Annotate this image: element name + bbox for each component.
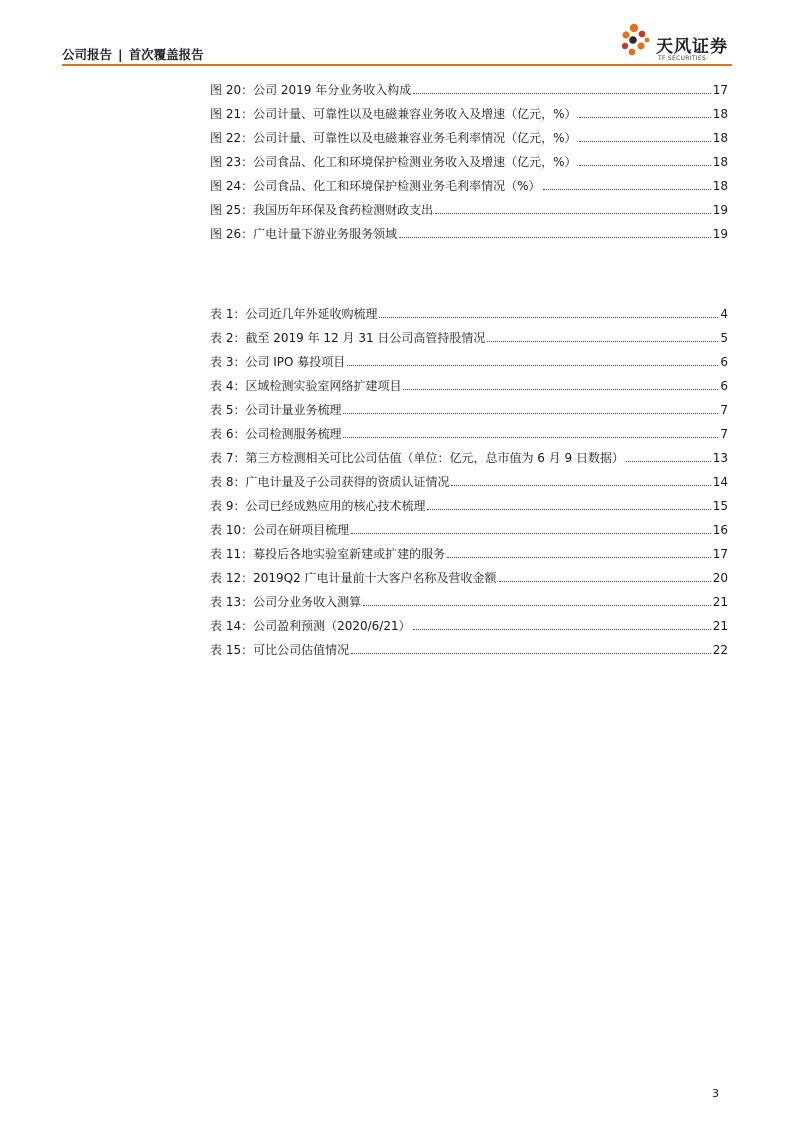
figure-entry-title: 图 20：公司 2019 年分业务收入构成 bbox=[210, 83, 412, 97]
table-entry-page: 6 bbox=[720, 379, 728, 393]
figure-entry-title: 图 26：广电计量下游业务服务领域 bbox=[210, 227, 398, 241]
dot-leader bbox=[399, 237, 711, 238]
table-entry-title: 表 8：广电计量及子公司获得的资质认证情况 bbox=[210, 475, 450, 489]
table-entry-page: 20 bbox=[712, 571, 728, 585]
header-separator: | bbox=[118, 47, 123, 62]
table-entry[interactable] bbox=[210, 514, 728, 538]
table-entry-page: 13 bbox=[712, 451, 728, 465]
dot-leader bbox=[351, 653, 711, 654]
figure-entry-title: 图 24：公司食品、化工和环境保护检测业务毛利率情况（%） bbox=[210, 179, 541, 193]
table-entry-title: 表 5：公司计量业务梳理 bbox=[210, 403, 342, 417]
figure-entry[interactable] bbox=[210, 98, 728, 122]
dot-leader bbox=[579, 165, 711, 166]
figure-entry-page: 18 bbox=[712, 107, 728, 121]
table-entry[interactable] bbox=[210, 562, 728, 586]
dot-leader bbox=[413, 629, 711, 630]
table-entry-title: 表 2：截至 2019 年 12 月 31 日公司高管持股情况 bbox=[210, 331, 486, 345]
figure-entry[interactable] bbox=[210, 194, 728, 218]
tf-securities-logo bbox=[620, 20, 732, 60]
table-entry-title: 表 14：公司盈利预测（2020/6/21） bbox=[210, 619, 411, 633]
figure-entry-title: 图 21：公司计量、可靠性以及电磁兼容业务收入及增速（亿元，%） bbox=[210, 107, 577, 121]
figure-entry-title: 图 23：公司食品、化工和环境保护检测业务收入及增速（亿元，%） bbox=[210, 155, 577, 169]
logo-text-cn: 天风证券 bbox=[656, 37, 728, 57]
dot-leader bbox=[347, 365, 718, 366]
table-entry-title: 表 6：公司检测服务梳理 bbox=[210, 427, 342, 441]
dot-leader bbox=[435, 213, 711, 214]
table-entry[interactable] bbox=[210, 322, 728, 346]
table-entry-page: 21 bbox=[712, 619, 728, 633]
figure-entry[interactable] bbox=[210, 146, 728, 170]
dot-leader bbox=[343, 437, 718, 438]
figure-entry-page: 18 bbox=[712, 179, 728, 193]
table-entry-title: 表 7：第三方检测相关可比公司估值（单位：亿元，总市值为 6 月 9 日数据） bbox=[210, 451, 624, 465]
dot-leader bbox=[363, 605, 711, 606]
figure-entry[interactable] bbox=[210, 218, 728, 242]
tf-flower-logo-icon bbox=[620, 20, 656, 60]
table-entry-page: 16 bbox=[712, 523, 728, 537]
dot-leader bbox=[579, 141, 711, 142]
report-subtype: 首次覆盖报告 bbox=[128, 47, 204, 62]
page-number: 3 bbox=[712, 1087, 719, 1100]
dot-leader bbox=[343, 413, 718, 414]
table-entry[interactable] bbox=[210, 610, 728, 634]
dot-leader bbox=[427, 509, 710, 510]
dot-leader bbox=[451, 485, 710, 486]
table-entry-title: 表 12：2019Q2 广电计量前十大客户名称及营收金额 bbox=[210, 571, 497, 585]
figure-entry-page: 19 bbox=[712, 203, 728, 217]
dot-leader bbox=[579, 117, 711, 118]
figure-entry-title: 图 25：我国历年环保及食药检测财政支出 bbox=[210, 203, 434, 217]
table-entry[interactable] bbox=[210, 634, 728, 658]
table-entry-page: 14 bbox=[712, 475, 728, 489]
figure-entry-page: 17 bbox=[712, 83, 728, 97]
table-entry-title: 表 9：公司已经成熟应用的核心技术梳理 bbox=[210, 499, 426, 513]
table-entry-title: 表 10：公司在研项目梳理 bbox=[210, 523, 350, 537]
dot-leader bbox=[351, 533, 711, 534]
table-entry-page: 7 bbox=[720, 403, 728, 417]
table-entry-title: 表 1：公司近几年外延收购梳理 bbox=[210, 307, 378, 321]
figure-list bbox=[210, 74, 728, 242]
table-entry-title: 表 15：可比公司估值情况 bbox=[210, 643, 350, 657]
table-entry[interactable] bbox=[210, 346, 728, 370]
table-entry-page: 5 bbox=[720, 331, 728, 345]
logo-text-en: TF SECURITIES bbox=[658, 55, 707, 62]
figure-entry-page: 18 bbox=[712, 155, 728, 169]
table-entry-page: 17 bbox=[712, 547, 728, 561]
table-entry[interactable] bbox=[210, 586, 728, 610]
dot-leader bbox=[413, 93, 710, 94]
report-type-heading bbox=[62, 45, 204, 63]
table-entry[interactable] bbox=[210, 538, 728, 562]
dot-leader bbox=[487, 341, 718, 342]
table-entry[interactable] bbox=[210, 466, 728, 490]
table-entry-title: 表 4：区域检测实验室网络扩建项目 bbox=[210, 379, 402, 393]
dot-leader bbox=[379, 317, 718, 318]
table-entry-page: 15 bbox=[712, 499, 728, 513]
figure-entry[interactable] bbox=[210, 74, 728, 98]
table-entry-page: 4 bbox=[720, 307, 728, 321]
table-entry[interactable] bbox=[210, 394, 728, 418]
report-type: 公司报告 bbox=[62, 47, 113, 62]
page-header bbox=[62, 0, 732, 66]
table-entry-title: 表 3：公司 IPO 募投项目 bbox=[210, 355, 346, 369]
dot-leader bbox=[499, 581, 711, 582]
table-entry-page: 7 bbox=[720, 427, 728, 441]
dot-leader bbox=[403, 389, 718, 390]
table-entry[interactable] bbox=[210, 490, 728, 514]
figure-entry[interactable] bbox=[210, 170, 728, 194]
figure-entry[interactable] bbox=[210, 122, 728, 146]
figure-entry-page: 18 bbox=[712, 131, 728, 145]
table-entry-title: 表 13：公司分业务收入测算 bbox=[210, 595, 362, 609]
table-entry[interactable] bbox=[210, 418, 728, 442]
table-entry-page: 22 bbox=[712, 643, 728, 657]
dot-leader bbox=[543, 189, 711, 190]
table-entry[interactable] bbox=[210, 442, 728, 466]
dot-leader bbox=[447, 557, 711, 558]
figure-entry-page: 19 bbox=[712, 227, 728, 241]
figure-entry-title: 图 22：公司计量、可靠性以及电磁兼容业务毛利率情况（亿元，%） bbox=[210, 131, 577, 145]
table-entry[interactable] bbox=[210, 370, 728, 394]
table-entry-page: 6 bbox=[720, 355, 728, 369]
table-entry-title: 表 11：募投后各地实验室新建或扩建的服务 bbox=[210, 547, 446, 561]
table-entry[interactable] bbox=[210, 298, 728, 322]
table-list bbox=[210, 298, 728, 658]
table-entry-page: 21 bbox=[712, 595, 728, 609]
dot-leader bbox=[626, 461, 711, 462]
header-divider bbox=[62, 64, 732, 66]
